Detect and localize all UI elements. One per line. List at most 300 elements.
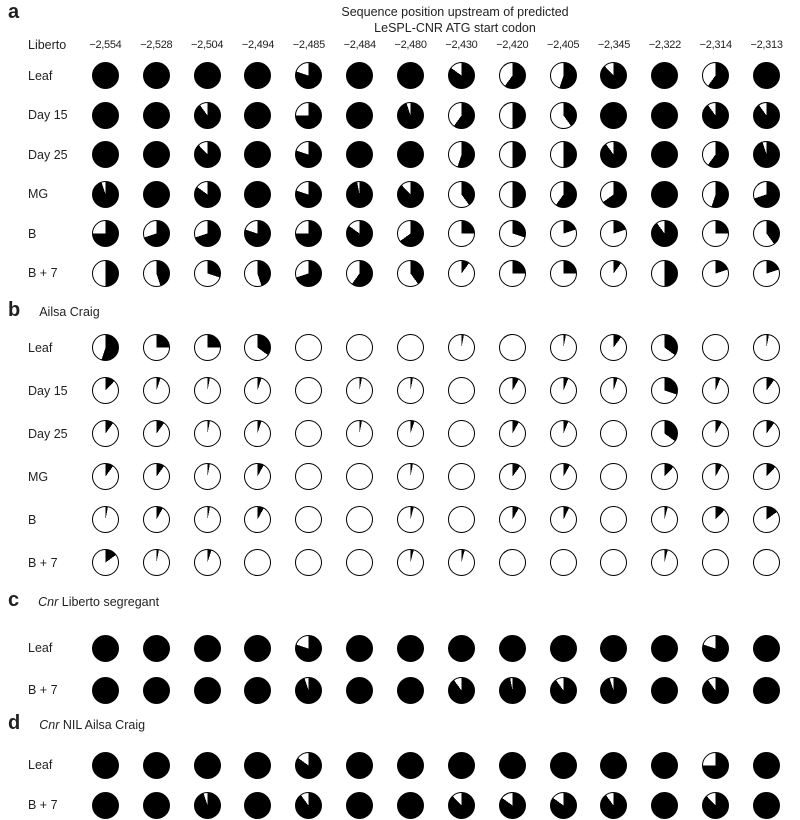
pie-cell <box>233 506 284 533</box>
pie-cell <box>334 506 385 533</box>
pie-chart <box>92 181 119 208</box>
pie-chart <box>753 181 780 208</box>
pie-chart <box>651 792 678 819</box>
pie-chart <box>244 377 271 404</box>
pie-chart <box>600 334 627 361</box>
pie-cell <box>487 102 538 129</box>
pie-cell <box>436 752 487 779</box>
column-header-position: −2,485 <box>292 39 325 51</box>
pie-cell <box>334 549 385 576</box>
pie-chart <box>397 792 424 819</box>
pie-cell <box>487 377 538 404</box>
pie-chart <box>194 220 221 247</box>
pie-cell <box>80 62 131 89</box>
pie-chart <box>92 549 119 576</box>
pie-chart <box>295 635 322 662</box>
panel-b-ailsa-craig <box>0 300 800 584</box>
pie-chart <box>92 220 119 247</box>
pie-cell <box>436 377 487 404</box>
pie-cell <box>639 677 690 704</box>
pie-cell <box>182 334 233 361</box>
pie-chart <box>244 334 271 361</box>
pie-cell <box>639 752 690 779</box>
pie-cell <box>436 420 487 447</box>
pie-cell <box>741 792 792 819</box>
pie-chart <box>346 377 373 404</box>
pie-cell <box>690 377 741 404</box>
panel-a-rows <box>8 56 792 293</box>
row-label: B <box>28 226 37 241</box>
pie-cell <box>131 420 182 447</box>
pie-cell <box>283 334 334 361</box>
pie-cell <box>80 677 131 704</box>
pie-cell <box>690 677 741 704</box>
pie-chart <box>143 677 170 704</box>
pie-row <box>8 669 792 711</box>
pie-chart <box>143 181 170 208</box>
pie-chart <box>702 181 729 208</box>
pie-cell <box>283 102 334 129</box>
pie-cell <box>385 220 436 247</box>
pie-cell <box>538 377 589 404</box>
pie-chart <box>194 752 221 779</box>
pie-chart <box>295 506 322 533</box>
pie-chart <box>346 220 373 247</box>
pie-chart <box>753 752 780 779</box>
pie-chart <box>397 752 424 779</box>
pie-cell <box>741 181 792 208</box>
pie-chart <box>651 420 678 447</box>
pie-chart <box>244 420 271 447</box>
pie-chart <box>600 792 627 819</box>
pie-cell <box>131 141 182 168</box>
pie-cell <box>334 102 385 129</box>
pie-cell <box>436 677 487 704</box>
pie-row <box>8 254 792 294</box>
pie-cell <box>589 792 640 819</box>
pie-chart <box>600 141 627 168</box>
pie-cell <box>690 792 741 819</box>
pie-cell <box>639 141 690 168</box>
pie-cell <box>639 62 690 89</box>
pie-chart <box>346 102 373 129</box>
pie-chart <box>753 102 780 129</box>
pie-chart <box>702 334 729 361</box>
pie-cell <box>283 792 334 819</box>
pie-cell <box>589 506 640 533</box>
pie-cell <box>233 792 284 819</box>
pie-row <box>8 214 792 254</box>
row-label: Leaf <box>28 758 53 772</box>
row-label: Day 25 <box>28 426 68 441</box>
pie-row <box>8 369 792 412</box>
pie-cell <box>131 260 182 287</box>
pie-cell <box>589 635 640 662</box>
pie-row <box>8 412 792 455</box>
pie-cell <box>639 260 690 287</box>
pie-cell <box>385 141 436 168</box>
pie-chart <box>651 334 678 361</box>
pie-chart <box>651 260 678 287</box>
pie-cell <box>334 792 385 819</box>
pie-chart <box>753 260 780 287</box>
row-label: B + 7 <box>28 683 58 697</box>
pie-cell <box>131 62 182 89</box>
pie-chart <box>651 141 678 168</box>
row-label: Leaf <box>28 641 53 655</box>
pie-chart <box>448 334 475 361</box>
pie-cell <box>80 220 131 247</box>
pie-cell <box>487 62 538 89</box>
pie-cell <box>436 102 487 129</box>
pie-chart <box>346 677 373 704</box>
pie-chart <box>143 635 170 662</box>
pie-cell <box>131 677 182 704</box>
pie-cell <box>436 792 487 819</box>
pie-cell <box>182 260 233 287</box>
pie-chart <box>550 635 577 662</box>
pie-cell <box>589 377 640 404</box>
pie-chart <box>753 420 780 447</box>
pie-cell <box>80 420 131 447</box>
pie-chart <box>244 677 271 704</box>
pie-cell <box>385 635 436 662</box>
pie-cell <box>283 141 334 168</box>
pie-cell <box>639 334 690 361</box>
pie-row <box>8 627 792 669</box>
pie-chart <box>499 220 526 247</box>
pie-chart <box>448 506 475 533</box>
pie-chart <box>244 549 271 576</box>
pie-cell <box>233 635 284 662</box>
pie-cell <box>538 506 589 533</box>
pie-chart <box>753 549 780 576</box>
row-label: Day 25 <box>28 147 68 162</box>
pie-cell <box>233 377 284 404</box>
pie-chart <box>702 220 729 247</box>
pie-row <box>8 175 792 215</box>
pie-chart <box>651 62 678 89</box>
pie-cell <box>131 463 182 490</box>
pie-chart <box>448 463 475 490</box>
pie-cell <box>233 141 284 168</box>
panel-d-cnr-nil-ailsa-craig <box>0 713 800 820</box>
pie-cell <box>385 181 436 208</box>
pie-cell <box>80 792 131 819</box>
panel-c-rows <box>8 627 792 711</box>
pie-chart <box>448 549 475 576</box>
panel-c-cnr-liberto-segregant <box>0 590 800 711</box>
pie-chart <box>448 377 475 404</box>
pie-cell <box>283 549 334 576</box>
pie-cell <box>385 62 436 89</box>
pie-chart <box>448 260 475 287</box>
pie-cell <box>334 635 385 662</box>
pie-cell <box>487 220 538 247</box>
pie-chart <box>244 260 271 287</box>
pie-chart <box>397 635 424 662</box>
pie-chart <box>600 377 627 404</box>
pie-cell <box>80 181 131 208</box>
pie-chart <box>550 181 577 208</box>
pie-row <box>8 135 792 175</box>
pie-chart <box>448 752 475 779</box>
row-label: MG <box>28 187 49 202</box>
pie-chart <box>702 463 729 490</box>
figure-title-line1: Sequence position upstream of predicted <box>341 5 569 19</box>
pie-chart <box>295 141 322 168</box>
column-header-position: −2,405 <box>547 39 580 51</box>
pie-chart <box>346 506 373 533</box>
pie-cell <box>436 181 487 208</box>
pie-chart <box>499 141 526 168</box>
pie-chart <box>702 677 729 704</box>
pie-chart <box>194 420 221 447</box>
pie-chart <box>753 792 780 819</box>
pie-chart <box>753 677 780 704</box>
pie-cell <box>538 752 589 779</box>
row-label: Day 15 <box>28 108 68 123</box>
pie-chart <box>194 334 221 361</box>
column-header-position: −2,504 <box>191 39 224 51</box>
panel-d-subtitle: Cnr NIL Ailsa Craig <box>39 718 146 732</box>
pie-chart <box>448 220 475 247</box>
pie-chart <box>244 463 271 490</box>
pie-chart <box>600 420 627 447</box>
pie-cell <box>233 102 284 129</box>
pie-chart <box>499 102 526 129</box>
pie-chart <box>346 792 373 819</box>
pie-cell <box>233 463 284 490</box>
pie-cell <box>741 752 792 779</box>
pie-chart <box>651 677 678 704</box>
pie-cell <box>690 141 741 168</box>
pie-cell <box>385 463 436 490</box>
pie-chart <box>499 792 526 819</box>
pie-chart <box>194 792 221 819</box>
pie-chart <box>600 635 627 662</box>
pie-cell <box>538 220 589 247</box>
pie-cell <box>385 377 436 404</box>
pie-chart <box>600 752 627 779</box>
pie-chart <box>651 102 678 129</box>
pie-cell <box>182 377 233 404</box>
pie-chart <box>397 181 424 208</box>
pie-chart <box>448 62 475 89</box>
pie-cell <box>538 260 589 287</box>
row-label: Leaf <box>28 68 53 83</box>
panel-a-subtitle: Liberto <box>28 38 67 52</box>
column-header-position: −2,322 <box>648 39 681 51</box>
pie-cell <box>233 549 284 576</box>
pie-cell <box>639 463 690 490</box>
pie-chart <box>295 549 322 576</box>
row-label: B + 7 <box>28 798 58 812</box>
column-header-position: −2,313 <box>750 39 783 51</box>
pie-cell <box>639 549 690 576</box>
pie-cell <box>690 62 741 89</box>
pie-chart <box>244 792 271 819</box>
pie-chart <box>499 62 526 89</box>
pie-chart <box>499 463 526 490</box>
pie-chart <box>346 752 373 779</box>
pie-chart <box>194 549 221 576</box>
pie-cell <box>436 635 487 662</box>
pie-cell <box>487 792 538 819</box>
pie-cell <box>589 62 640 89</box>
pie-chart <box>397 463 424 490</box>
pie-chart <box>244 752 271 779</box>
pie-cell <box>131 377 182 404</box>
pie-chart <box>550 260 577 287</box>
pie-cell <box>690 334 741 361</box>
pie-cell <box>538 635 589 662</box>
pie-chart <box>92 62 119 89</box>
pie-cell <box>334 677 385 704</box>
pie-chart <box>295 62 322 89</box>
pie-chart <box>244 506 271 533</box>
pie-chart <box>499 181 526 208</box>
pie-chart <box>244 141 271 168</box>
panel-d-header <box>8 713 800 739</box>
pie-cell <box>741 420 792 447</box>
pie-chart <box>448 141 475 168</box>
pie-chart <box>346 463 373 490</box>
pie-cell <box>538 141 589 168</box>
pie-chart <box>499 260 526 287</box>
pie-cell <box>741 141 792 168</box>
pie-cell <box>385 102 436 129</box>
pie-cell <box>182 62 233 89</box>
pie-cell <box>283 377 334 404</box>
pie-chart <box>92 334 119 361</box>
pie-chart <box>550 549 577 576</box>
pie-chart <box>651 181 678 208</box>
pie-chart <box>397 334 424 361</box>
pie-cell <box>639 635 690 662</box>
pie-chart <box>702 792 729 819</box>
pie-cell <box>182 752 233 779</box>
pie-chart <box>651 506 678 533</box>
pie-cell <box>283 506 334 533</box>
pie-cell <box>538 792 589 819</box>
pie-chart <box>346 62 373 89</box>
pie-cell <box>741 62 792 89</box>
pie-cell <box>741 549 792 576</box>
panel-a-liberto <box>0 0 800 293</box>
column-header-position: −2,420 <box>496 39 529 51</box>
pie-chart <box>702 752 729 779</box>
pie-cell <box>690 420 741 447</box>
pie-cell <box>538 62 589 89</box>
pie-chart <box>92 752 119 779</box>
pie-chart <box>397 420 424 447</box>
pie-cell <box>233 260 284 287</box>
row-label: MG <box>28 469 49 484</box>
pie-chart <box>92 792 119 819</box>
pie-cell <box>436 506 487 533</box>
panel-c-subtitle: Cnr Liberto segregant <box>38 595 160 609</box>
pie-cell <box>589 420 640 447</box>
pie-chart <box>448 102 475 129</box>
pie-chart <box>346 260 373 287</box>
pie-cell <box>436 463 487 490</box>
pie-cell <box>80 102 131 129</box>
pie-chart <box>194 506 221 533</box>
pie-row <box>8 326 792 369</box>
pie-chart <box>550 752 577 779</box>
pie-cell <box>436 62 487 89</box>
pie-cell <box>80 377 131 404</box>
pie-chart <box>600 677 627 704</box>
pie-chart <box>295 377 322 404</box>
pie-cell <box>283 420 334 447</box>
column-header-position: −2,554 <box>89 39 122 51</box>
pie-chart <box>499 334 526 361</box>
pie-chart <box>753 506 780 533</box>
pie-cell <box>182 635 233 662</box>
panel-d-rows <box>8 745 792 820</box>
panel-letter-b: b <box>8 299 21 321</box>
pie-cell <box>233 677 284 704</box>
pie-cell <box>589 260 640 287</box>
panel-b-subtitle: Ailsa Craig <box>39 305 100 319</box>
pie-cell <box>233 220 284 247</box>
pie-chart <box>143 220 170 247</box>
pie-chart <box>194 635 221 662</box>
pie-cell <box>283 677 334 704</box>
pie-cell <box>334 752 385 779</box>
pie-chart <box>499 549 526 576</box>
pie-cell <box>182 463 233 490</box>
pie-cell <box>487 420 538 447</box>
pie-cell <box>589 220 640 247</box>
pie-chart <box>397 677 424 704</box>
pie-row <box>8 745 792 785</box>
pie-cell <box>80 752 131 779</box>
pie-chart <box>702 420 729 447</box>
pie-chart <box>143 463 170 490</box>
pie-chart <box>550 62 577 89</box>
pie-chart <box>143 752 170 779</box>
figure-title-line2: LeSPL-CNR ATG start codon <box>374 21 536 36</box>
row-label: Leaf <box>28 340 53 355</box>
pie-chart <box>194 102 221 129</box>
pie-row <box>8 498 792 541</box>
pie-cell <box>538 463 589 490</box>
pie-cell <box>538 677 589 704</box>
pie-cell <box>487 181 538 208</box>
pie-cell <box>131 220 182 247</box>
pie-cell <box>741 220 792 247</box>
pie-chart <box>346 334 373 361</box>
pie-cell <box>233 420 284 447</box>
pie-chart <box>194 377 221 404</box>
pie-row <box>8 56 792 96</box>
pie-cell <box>487 463 538 490</box>
row-label: B + 7 <box>28 266 58 281</box>
pie-cell <box>487 334 538 361</box>
pie-chart <box>600 506 627 533</box>
pie-chart <box>651 752 678 779</box>
pie-cell <box>131 506 182 533</box>
panel-b-header <box>8 300 800 326</box>
pie-cell <box>334 334 385 361</box>
pie-cell <box>589 549 640 576</box>
pie-cell <box>233 181 284 208</box>
pie-cell <box>741 463 792 490</box>
pie-chart <box>92 677 119 704</box>
